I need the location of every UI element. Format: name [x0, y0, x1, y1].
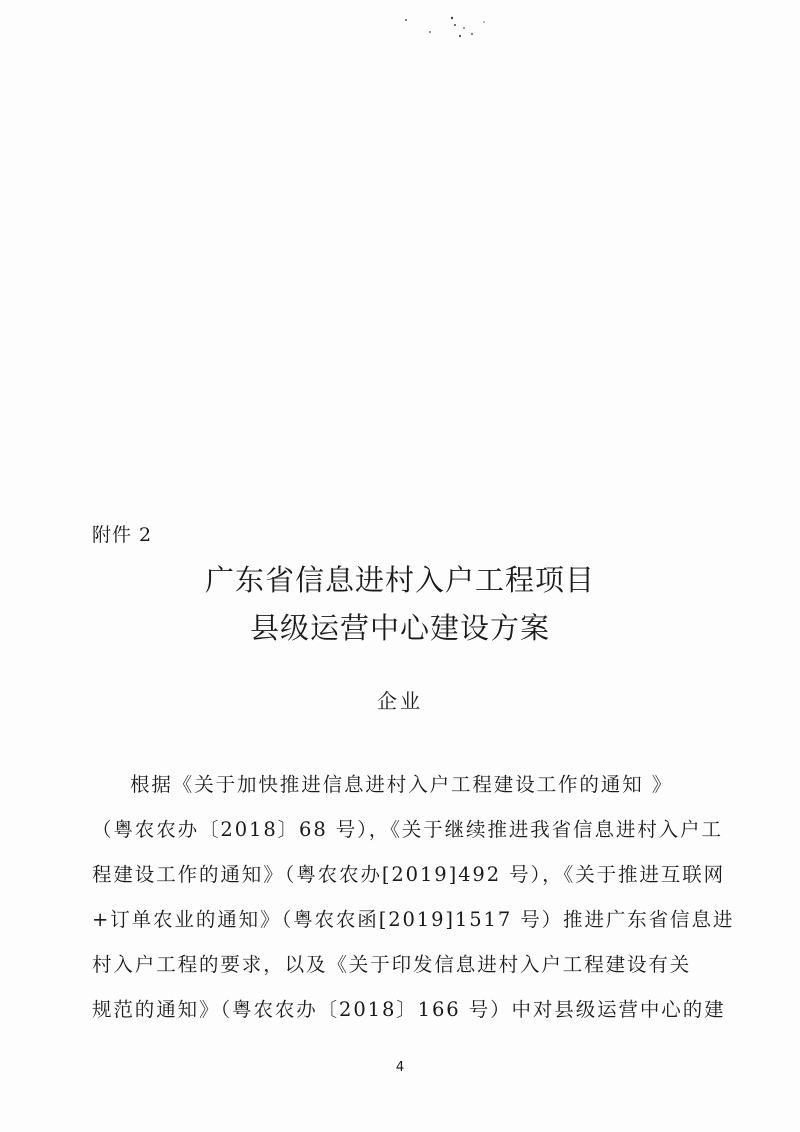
body-line: 程建设工作的通知》（粤农农办[2019]492 号），《关于推进互联网: [92, 863, 726, 886]
page-number: 4: [395, 1060, 405, 1075]
body-paragraph: [92, 770, 735, 1040]
attachment-label: 附件 2: [92, 524, 153, 546]
author: 企业: [377, 689, 423, 713]
body-line: 根据《关于加快推进信息进村入户工程建设工作的通知 》: [130, 773, 674, 796]
document-title-line-2: 县级运营中心建设方案: [249, 611, 550, 645]
document-title-line-1: 广东省信息进村入户工程项目: [204, 563, 595, 597]
body-line: （粤农农办〔2018〕68 号），《关于继续推进我省信息进村入户工: [92, 818, 723, 841]
body-line: +订单农业的通知》（粤农农函[2019]1517 号）推进广东省信息进: [92, 908, 735, 931]
body-line: 规范的通知》（粤农农办〔2018〕166 号）中对县级运营中心的建: [92, 998, 726, 1021]
body-line: 村入户工程的要求，以及《关于印发信息进村入户工程建设有关: [92, 953, 692, 976]
scan-specks: [400, 10, 490, 44]
